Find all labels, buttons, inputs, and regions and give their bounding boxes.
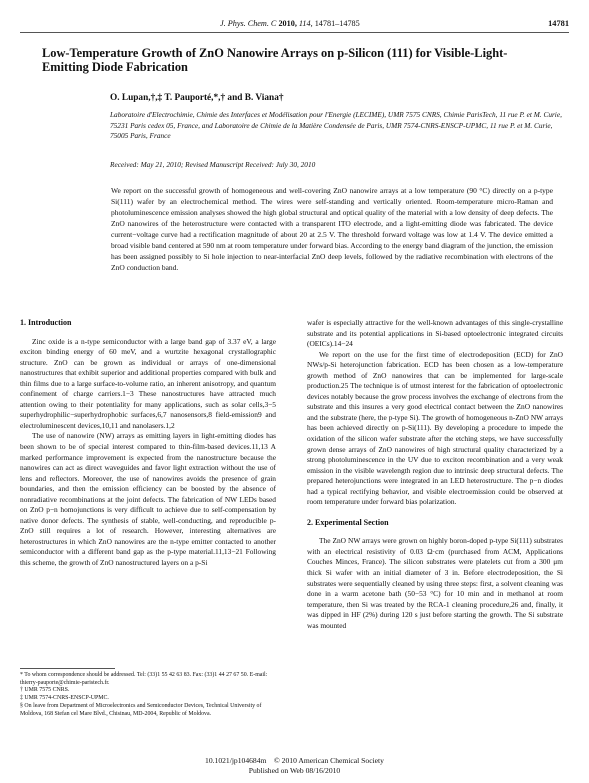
page-number: 14781 xyxy=(548,19,569,28)
right-column xyxy=(307,318,563,631)
paragraph: The ZnO NW arrays were grown on highly boron-doped p-type Si(111) substrates with an electrical resistivity of 0.03 Ω·cm (purchased from ACM, Applications Couches Minces, France). The silicon substrates were platelets cut from a 300 μm thick Si wafer with an initial diameter of 3 in. Before electrodeposition, the Si substrates were sequentially cleaned by using three steps: first, a solvent cleaning was done in a warm acetone bath (50−53 °C) for 10 min and in methanol at room temperature, then Si was treated by the RCA-1 cleaning procedure,26 and, finally, it was dipped in HF (2%) during 120 s just before starting the growth. The Si substrate was mounted xyxy=(307,536,563,630)
section-heading-experimental: 2. Experimental Section xyxy=(307,517,389,527)
author-list: O. Lupan,†,‡ T. Pauporté,*,† and B. Viana† xyxy=(110,93,284,103)
header-rule xyxy=(20,32,569,33)
footnote-affiliation-2: ‡ UMR 7574-CNRS-ENSCP-UPMC. xyxy=(20,695,109,702)
running-header xyxy=(0,19,589,31)
journal-volume: 114, xyxy=(298,19,313,28)
paragraph: Zinc oxide is a n-type semiconductor with a large band gap of 3.37 eV, a large exciton binding energy of 60 meV, and a wurtzite hexagonal crystallographic structure. ZnO can be grown as individual or arrays of one-dimensional nanostructures that exhibit superior and additional properties compared with bulk and thin films due to a large surface-to-volume ratio, an inherent anisotropy, and quantum confinement of charge carriers.1−3 These nanostructures have attracted much attention owing to their potentiality for many applications, such as solar cells,3−5 superhydrophilic−superhydrophobic surfaces,6,7 nanosensors,8 field-emission9 and electroluminescent devices,10,11 and nanolasers.1,2 xyxy=(20,336,276,430)
received-dates: Received: May 21, 2010; Revised Manuscript Received: July 30, 2010 xyxy=(110,160,316,169)
copyright: © 2010 American Chemical Society xyxy=(274,756,384,765)
footnote-rule xyxy=(20,668,115,669)
journal-year: 2010, xyxy=(278,19,297,28)
left-column xyxy=(20,318,276,569)
abstract: We report on the successful growth of homogeneous and well-covering ZnO nanowire arrays at a low temperature (90 °C) directly on a p-type Si(111) wafer by an electrochemical method. The wires were self-standing and vertically oriented. Room-temperature micro-Raman and photoluminescence emission analyses showed the high global structural and optical quality of the material with a low density of deep defects. The ZnO nanowires of the heterostructure were contacted with a transparent ITO electrode, and a light-emitting diode was fabricated. The device current−voltage curve had a rectification magnitude of about 20 at 2.5 V. The threshold forward voltage was low at 1.4 V. The device emitted a broad visible band centered at 590 nm at room temperature under forward bias. According to the energy band diagram of the junction, the emission has been assigned possibly to Si hole injection to near-interfacial ZnO deep levels, followed by the radiative recombination with electrons of the ZnO conduction band. xyxy=(111,186,553,272)
article-title: Low-Temperature Growth of ZnO Nanowire Arrays on p-Silicon (111) for Visible-Light-Emitting Diode Fabrication xyxy=(42,46,508,74)
journal-pages: 14781–14785 xyxy=(314,19,360,28)
footnote-correspondence: * To whom correspondence should be addressed. Tel: (33)1 55 42 63 83. Fax: (33)1 44 27 67 50. E-mail: thierry-pauporte@chimie-paristech.fr. xyxy=(20,672,268,686)
footnote-leave: § On leave from Department of Microelectronics and Semiconductor Devices, Technical University of Moldova, 168 Stefan cel Mare Blvd., Chisinau, MD-2004, Republic of Moldova. xyxy=(20,702,262,717)
section-heading-introduction: 1. Introduction xyxy=(20,318,72,327)
journal-citation xyxy=(220,19,360,28)
page-footer xyxy=(0,756,589,775)
footnotes xyxy=(20,672,278,718)
doi: 10.1021/jp104684m xyxy=(205,756,267,765)
journal-name: J. Phys. Chem. C xyxy=(220,19,277,28)
affiliation: Laboratoire d'Electrochimie, Chimie des Interfaces et Modélisation pour l'Energie (LECIME), UMR 7575 CNRS, Chimie ParisTech, 11 rue P. et M. Curie, 75231 Paris cedex 05, France, and Laboratoire de Chimie de la Matière Condensée de Paris, UMR 7574-CNRS-ENSCP-UPMC, 11 rue P. et M. Curie, 75005 Paris, France xyxy=(110,110,562,141)
footnote-affiliation-1: † UMR 7575 CNRS. xyxy=(20,687,70,694)
paragraph: The use of nanowire (NW) arrays as emitting layers in light-emitting diodes has been shown to be of special interest compared to thin-film-based devices.11,13 A marked performance improvement is expected from the nanostructure because the nanowires can act as direct waveguides and favor light extraction without the use of lens and reflectors. Moreover, the use of nanowires avoids the presence of grain boundaries, and then the emission efficiency can be boosted by the absence of nonradiative recombinations at the joint defects. The fabrication of NW LEDs based on ZnO p−n homojunctions is very difficult to achieve due to self-compensation by native donor defects. The synthesis of stable, well-conducting, and reproducible p-ZnO still requires a lot of research. However, interesting alternatives are heterostructures in which ZnO nanowires are the n-type emitter contacted to another semiconductor with a different band gap as the p-type material.11,13−21 Following this scheme, the growth of ZnO nanostructured layers on a p-Si xyxy=(20,431,276,568)
paragraph: We report on the use for the first time of electrodeposition (ECD) for ZnO NWs/p-Si heterojunction fabrication. ECD has been chosen as a low-temperature growth method of ZnO nanowires that can be implemented for large-scale production.25 The technique is of utmost interest for the fabrication of optoelectronic devices notably because the grow process involves the exchange of electrons from the substrate and this insures a very good electrical contact between the ZnO nanowires and the substrate (here, the p-type Si). The growth of homogeneous n-ZnO NW arrays has been achieved directly on p-Si(111). By developing a procedure to impede the oxidation of the silicon wafer substrate after the etching steps, we have successfully grown dense arrays of ZnO nanowires of high structural quality characterized by a strong photoluminescence in the UV due to exciton recombination and a very weak emission in the visible wavelength region due to intrinsic deep structural defects. The prepared heterojunctions were integrated in an LED heterostructure. The p−n diodes had a typical rectifying behavior, and visible electroemission could be observed at room temperature under forward bias polarization. xyxy=(307,349,563,507)
published-date: Published on Web 08/16/2010 xyxy=(248,765,341,775)
paragraph: wafer is especially attractive for the well-known advantages of this single-crystalline substrate and its potential applications in Si-based optoelectronic integrated circuits (OEICs).14−24 xyxy=(307,318,563,349)
